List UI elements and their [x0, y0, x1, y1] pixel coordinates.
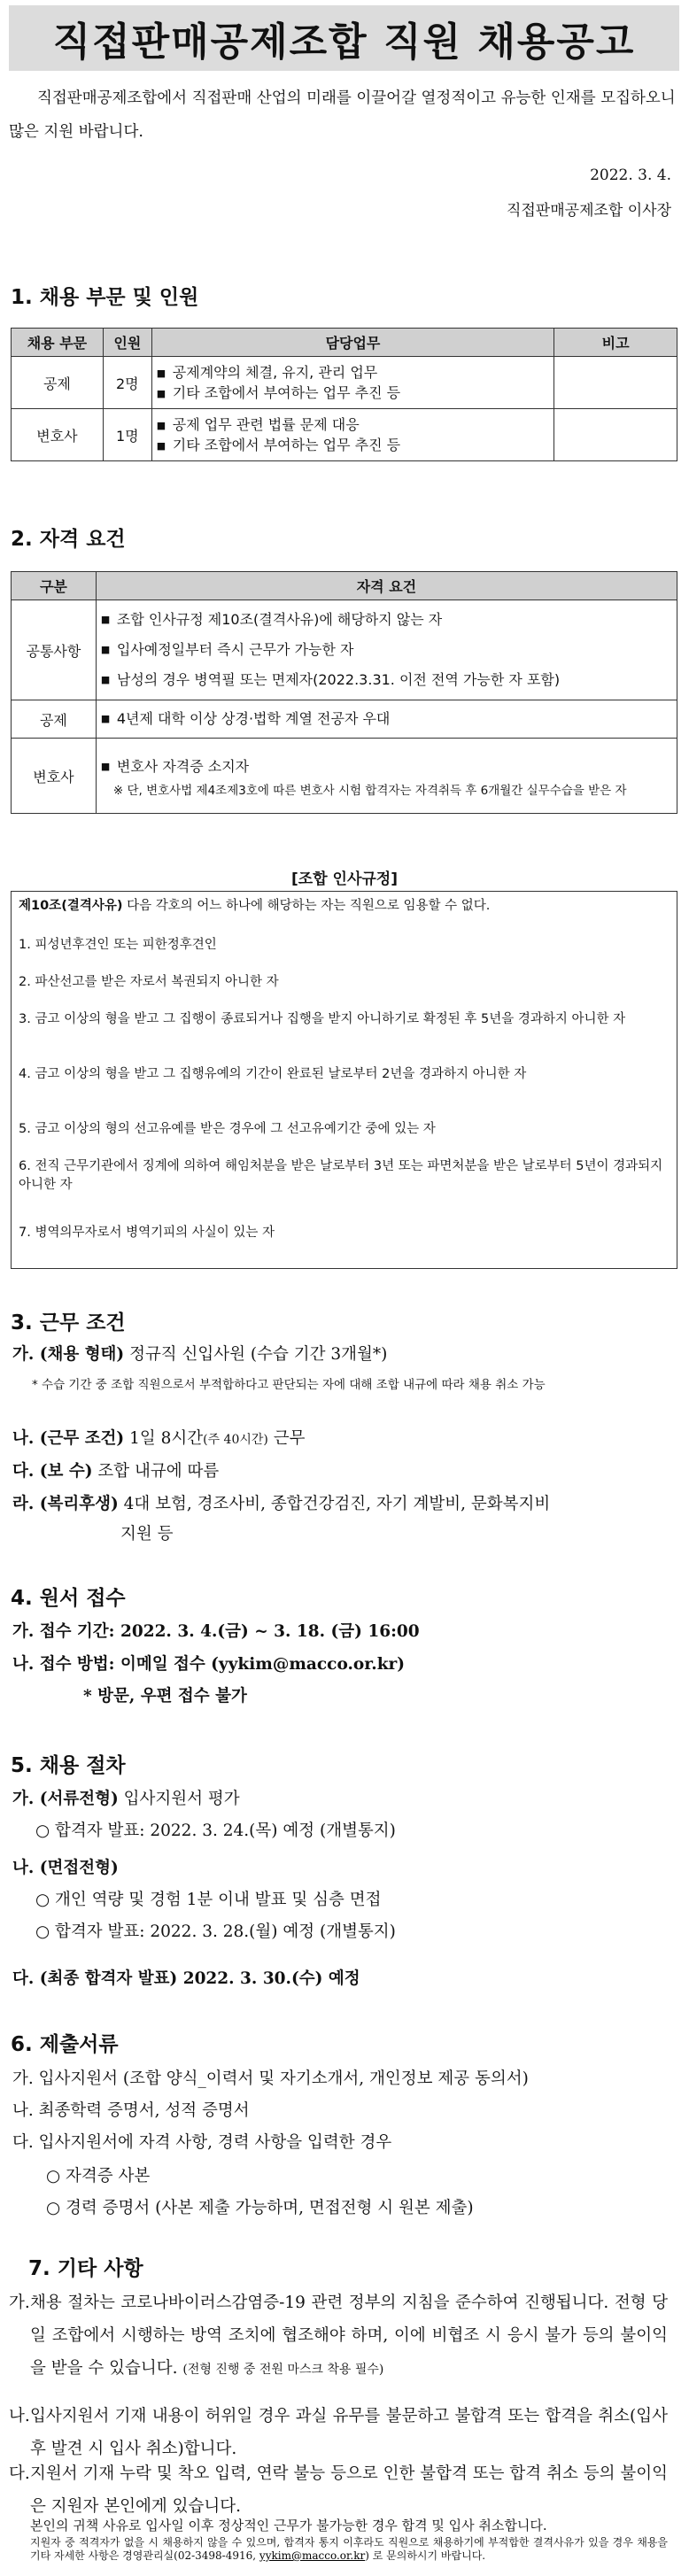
doc-transcript: 나. 최종학력 증명서, 성적 증명서	[12, 2101, 250, 2120]
application-restriction: * 방문, 우편 접수 불가	[83, 1687, 247, 1706]
employment-type-value: 정규직 신입사원 (수습 기간 3개월*)	[124, 1345, 388, 1364]
notice-label: 나.	[9, 2407, 30, 2425]
rule-item: 3. 금고 이상의 형을 받고 그 집행이 종료되거나 집행을 받지 아니하기로 확정된 후 5년을 경과하지 아니한 자	[19, 1012, 626, 1026]
section5-heading: 5. 채용 절차	[11, 1754, 126, 1777]
application-period: 가. 접수 기간: 2022. 3. 4.(금) ~ 3. 18. (금) 16:00	[12, 1622, 420, 1641]
rules-lead	[19, 897, 668, 916]
notice-text: 지원자 중 적격자가 없을 시 채용하지 않을 수 있으며, 합격자 통지 이후라도 직원으로 채용하기에 부적합한 결격사유가 있을 경우 채용을	[30, 2536, 668, 2549]
document-result: ○ 합격자 발표: 2022. 3. 24.(목) 예정 (개별통지)	[35, 1822, 396, 1840]
table-row	[12, 409, 677, 461]
notice-item-contact	[30, 2549, 668, 2574]
requirement-item: ■ 입사예정일부터 즉시 근무가 가능한 자	[117, 635, 676, 665]
section3-heading: 3. 근무 조건	[11, 1311, 126, 1334]
section4-heading: 4. 원서 접수	[11, 1587, 126, 1610]
work-conditions-small: (주 40시간)	[203, 1433, 268, 1447]
col-header-count: 인원	[103, 329, 151, 357]
interview-result: ○ 합격자 발표: 2022. 3. 28.(월) 예정 (개별통지)	[35, 1922, 396, 1941]
benefits-continued: 지원 등	[120, 1525, 174, 1543]
col-header-duties: 담당업무	[151, 329, 554, 357]
duty-item: ■ 공제계약의 체결, 유지, 관리 업무	[173, 362, 553, 383]
requirement-item: ■ 4년제 대학 이상 상경·법학 계열 전공자 우대	[117, 704, 676, 734]
table-row	[12, 357, 677, 409]
notice-label: 다.	[9, 2464, 30, 2483]
col-header-dept: 채용 부문	[12, 329, 104, 357]
benefits-value: 4대 보험, 경조사비, 종합건강검진, 자기 계발비, 문화복지비	[118, 1495, 551, 1513]
application-method: 나. 접수 방법: 이메일 접수 (yykim@macco.or.kr)	[12, 1655, 406, 1674]
intro	[9, 81, 679, 149]
document-screening-label: 가. (서류전형)	[12, 1790, 119, 1808]
title-banner	[9, 5, 679, 71]
section7-heading: 7. 기타 사항	[28, 2257, 143, 2280]
notice-text: 채용 절차는 코로나바이러스감염증-19 관련 정부의 지침을 준수하여 진행됩니다. 전형 당일 조합에서 시행하는 방역 조치에 협조해야 하며, 이에 비협조 시 응시 불가 등의 불이익을 받을 수 있습니다.	[30, 2294, 668, 2378]
table-row	[12, 700, 677, 739]
rule-item: 6. 전직 근무기관에서 징계에 의하여 해임처분을 받은 날로부터 3년 또는 파면처분을 받은 날로부터 5년이 경과되지 아니한 자	[19, 1159, 663, 1192]
page-title: 직접판매공제조합 직원 채용공고	[52, 19, 636, 65]
duties-cell	[151, 357, 554, 409]
dept-cell: 변호사	[12, 409, 104, 461]
common-label: 공통사항	[12, 600, 97, 700]
duty-item: ■ 기타 조합에서 부여하는 업무 추진 등	[173, 435, 553, 455]
rule-item: 2. 파산선고를 받은 자로서 복권되지 아니한 자	[19, 975, 279, 989]
count-cell: 1명	[103, 409, 151, 461]
notice-text: 지원서 기재 누락 및 착오 입력, 연락 불능 등으로 인한 불합격 또는 합격 취소 등의 불이익은 지원자 본인에게 있습니다.	[30, 2464, 669, 2516]
interview-detail: ○ 개인 역량 및 경험 1분 이내 발표 및 심층 면접	[35, 1891, 382, 1909]
rules-title: [조합 인사규정]	[291, 870, 398, 888]
lawyer-label: 변호사	[12, 739, 97, 814]
rule-item: 5. 금고 이상의 형의 선고유예를 받은 경우에 그 선고유예기간 중에 있는 자	[19, 1122, 436, 1136]
final-announcement-label: 다. (최종 합격자 발표)	[12, 1969, 178, 1988]
note-cell	[554, 409, 677, 461]
col-header-note: 비고	[554, 329, 677, 357]
rule-item: 4. 금고 이상의 형을 받고 그 집행유예의 기간이 완료된 날로부터 2년을 경과하지 아니한 자	[19, 1067, 527, 1081]
work-conditions-value: 1일 8시간	[124, 1429, 204, 1448]
contact-email-link[interactable]: yykim@macco.or.kr	[259, 2549, 366, 2562]
duty-item: ■ 기타 조합에서 부여하는 업무 추진 등	[173, 383, 553, 403]
rules-box	[11, 891, 677, 1269]
issue-info	[507, 158, 671, 228]
notice-item	[30, 2536, 668, 2549]
doc-career: ○ 경력 증명서 (사본 제출 가능하며, 면접전형 시 원본 제출)	[46, 2199, 474, 2217]
lawyer-requirements	[96, 739, 677, 814]
contact-text-tail: ) 로 문의하시기 바랍니다.	[365, 2549, 486, 2562]
table-row	[12, 600, 677, 700]
dept-cell: 공제	[12, 357, 104, 409]
interview-label: 나. (면접전형)	[12, 1859, 119, 1877]
doc-application: 가. 입사지원서 (조합 양식_이력서 및 자기소개서, 개인정보 제공 동의서)	[12, 2069, 529, 2088]
final-announcement	[12, 1966, 360, 1989]
note-cell	[554, 357, 677, 409]
benefits-label: 라. (복리후생)	[12, 1495, 119, 1513]
benefits	[12, 1491, 550, 1514]
common-requirements	[96, 600, 677, 700]
section1-heading: 1. 채용 부문 및 인원	[11, 286, 199, 309]
section2-heading: 2. 자격 요건	[11, 528, 126, 551]
duty-item: ■ 공제 업무 관련 법률 문제 대응	[173, 414, 553, 435]
intro-text: 직접판매공제조합에서 직접판매 산업의 미래를 이끌어갈 열정적이고 유능한 인재를 모집하오니 많은 지원 바랍니다.	[9, 89, 676, 141]
notice-text: 본인의 귀책 사유로 입사일 이후 정상적인 근무가 불가능한 경우 합격 및 입사 취소합니다.	[30, 2518, 547, 2533]
rules-lead-text: 다음 각호의 어느 하나에 해당하는 자는 직원으로 임용할 수 없다.	[122, 899, 491, 913]
document-screening-value: 입사지원서 평가	[118, 1790, 240, 1808]
notice-small: (전형 진행 중 전원 마스크 착용 필수)	[182, 2363, 384, 2377]
salary-value: 조합 내규에 따름	[92, 1462, 220, 1481]
notice-text: 입사지원서 기재 내용이 허위일 경우 과실 유무를 불문하고 불합격 또는 합격을 취소(입사 후 발견 시 입사 취소)합니다.	[30, 2407, 668, 2458]
document-screening	[12, 1786, 240, 1809]
work-conditions-label: 나. (근무 조건)	[12, 1429, 125, 1448]
requirement-item: ■ 변호사 자격증 소지자	[117, 752, 676, 782]
requirement-item: ■ 남성의 경우 병역필 또는 면제자(2022.3.31. 이전 전역 가능한 자 포함)	[117, 665, 676, 695]
contact-text: 기타 자세한 사항은 경영관리실(02-3498-4916,	[30, 2549, 259, 2562]
notice-item	[9, 2286, 668, 2386]
notice-item	[9, 2457, 669, 2523]
salary-label: 다. (보 수)	[12, 1462, 93, 1481]
qualifications-table	[11, 571, 677, 814]
col-header-category: 구분	[12, 572, 97, 600]
requirement-item: ■ 조합 인사규정 제10조(결격사유)에 해당하지 않는 자	[117, 605, 676, 635]
rules-lead-bold: 제10조(결격사유)	[19, 899, 123, 913]
work-conditions-tail: 근무	[267, 1429, 306, 1448]
table-header-row	[12, 329, 677, 357]
table-row	[12, 739, 677, 814]
notice-label: 가.	[9, 2294, 30, 2312]
doc-license: ○ 자격증 사본	[46, 2167, 151, 2185]
salary	[12, 1458, 219, 1481]
col-header-requirements: 자격 요건	[96, 572, 677, 600]
issuer: 직접판매공제조합 이사장	[506, 202, 671, 220]
issue-date: 2022. 3. 4.	[590, 166, 671, 184]
section6-heading: 6. 제출서류	[11, 2033, 119, 2056]
rule-item: 7. 병역의무자로서 병역기피의 사실이 있는 자	[19, 1226, 275, 1240]
notice-item	[30, 2516, 668, 2535]
rule-item: 1. 피성년후견인 또는 피한정후견인	[19, 938, 217, 952]
probation-note: * 수습 기간 중 조합 직원으로서 부적합하다고 판단되는 자에 대해 조합 내규에 따라 채용 취소 가능	[32, 1378, 546, 1392]
count-cell: 2명	[103, 357, 151, 409]
employment-type	[12, 1342, 387, 1365]
positions-table	[11, 328, 677, 461]
gongje-requirements	[96, 700, 677, 739]
duties-cell	[151, 409, 554, 461]
employment-type-label: 가. (채용 형태)	[12, 1345, 125, 1364]
table-header-row	[12, 572, 677, 600]
lawyer-note: ※ 단, 변호사법 제4조제3호에 따른 변호사 시험 합격자는 자격취득 후 6개월간 실무수습을 받은 자	[112, 784, 627, 798]
work-conditions	[12, 1426, 306, 1449]
final-announcement-value: 2022. 3. 30.(수) 예정	[177, 1969, 360, 1988]
notice-item	[9, 2400, 668, 2465]
gongje-label: 공제	[12, 700, 97, 739]
doc-conditional: 다. 입사지원서에 자격 사항, 경력 사항을 입력한 경우	[12, 2133, 392, 2152]
